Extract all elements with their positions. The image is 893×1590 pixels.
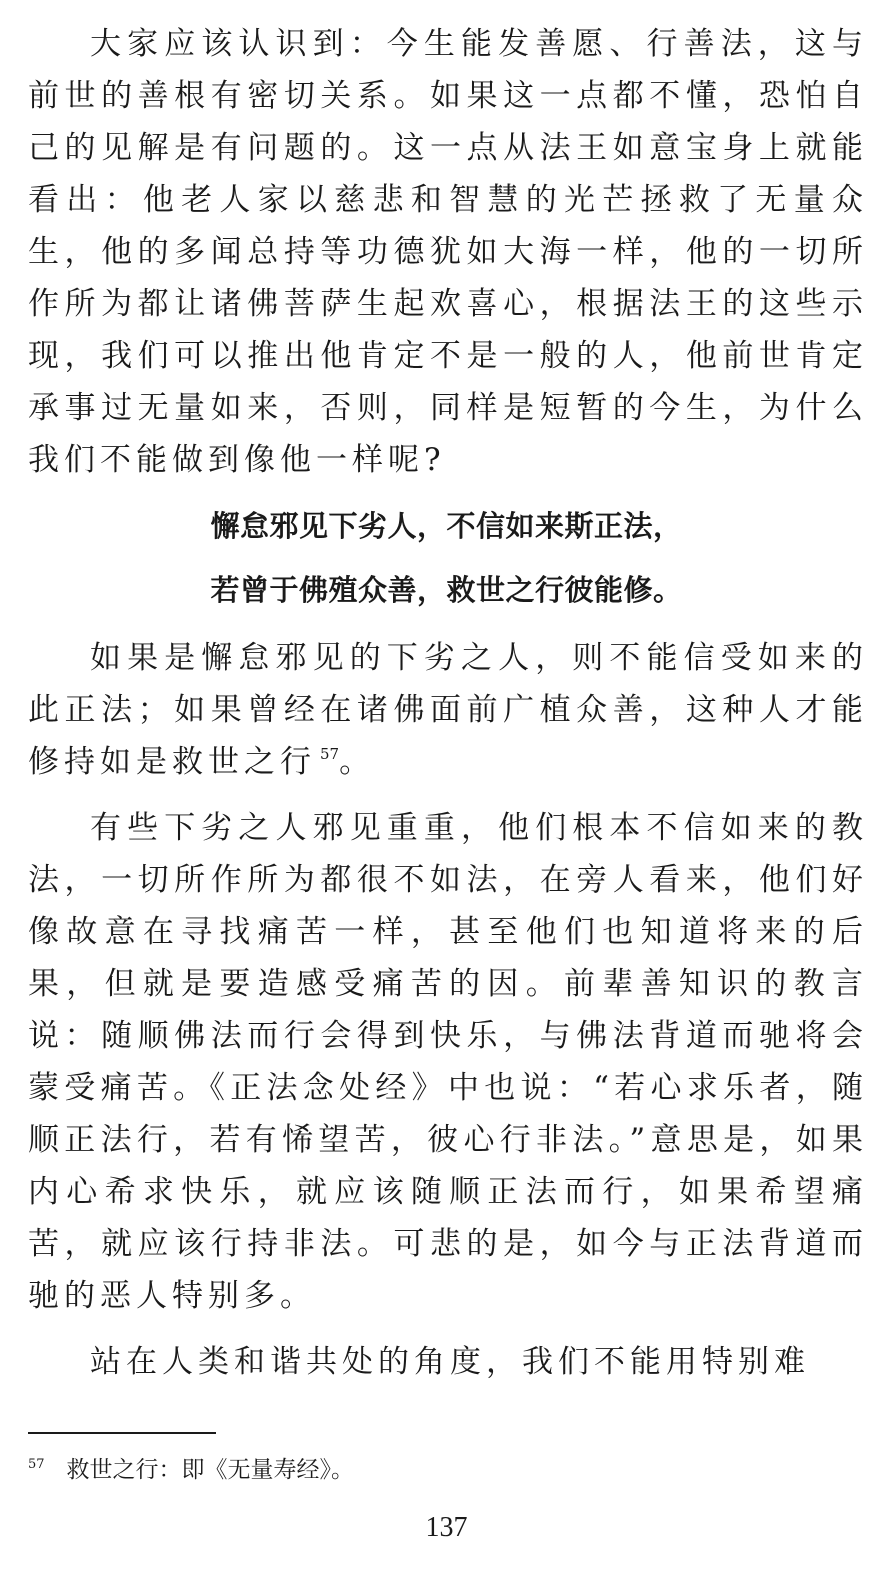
paragraph-2-end-punctuation: 。 [339,744,376,780]
paragraph-3: 有些下劣之人邪见重重，他们根本不信如来的教法，一切所作所为都很不如法，在旁人看来，他们好像故意在寻找痛苦一样，甚至他们也知道将来的后果，但就是要造感受痛苦的因。前辈善知识的教言说：随顺佛法而行会得到快乐，与佛法背道而驰将会蒙受痛苦。《正法念处经》中也说：“若心求乐者，随顺正法行，若有悕望苦，彼心行非法。”意思是，如果内心希求快乐，就应该随顺正法而行，如果希望痛苦，就应该行持非法。可悲的是，如今与正法背道而驰的恶人特别多。 [28,810,868,1314]
page-number: 137 [425,1512,468,1543]
footnote-divider [28,1432,216,1434]
verse-line-1: 懈怠邪见下劣人，不信如来斯正法， [210,509,683,543]
paragraph-2 [28,632,868,788]
verse-line-2: 若曾于佛殖众善，救世之行彼能修。 [210,573,683,607]
paragraph-1: 大家应该认识到：今生能发善愿、行善法，这与前世的善根有密切关系。如果这一点都不懂，恐怕自己的见解是有问题的。这一点从法王如意宝身上就能看出：他老人家以慈悲和智慧的光芒拯救了无量众生，他的多闻总持等功德犹如大海一样，他的一切所作所为都让诸佛菩萨生起欢喜心，根据法王的这些示现，我们可以推出他肯定不是一般的人，他前世肯定承事过无量如来，否则，同样是短暂的今生，为什么我们不能做到像他一样呢? [28,26,868,478]
paragraph-4: 站在人类和谐共处的角度，我们不能用特别难 [90,1344,810,1380]
footnote-reference[interactable]: 57 [320,745,340,763]
footnote [28,1450,868,1485]
paragraph-2-text: 如果是懈怠邪见的下劣之人，则不能信受如来的此正法；如果曾经在诸佛面前广植众善，这种人才能修持如是救世之行 [28,640,868,780]
footnote-number: 57 [28,1457,45,1472]
footnote-text: 救世之行：即《无量寿经》。 [66,1457,355,1483]
